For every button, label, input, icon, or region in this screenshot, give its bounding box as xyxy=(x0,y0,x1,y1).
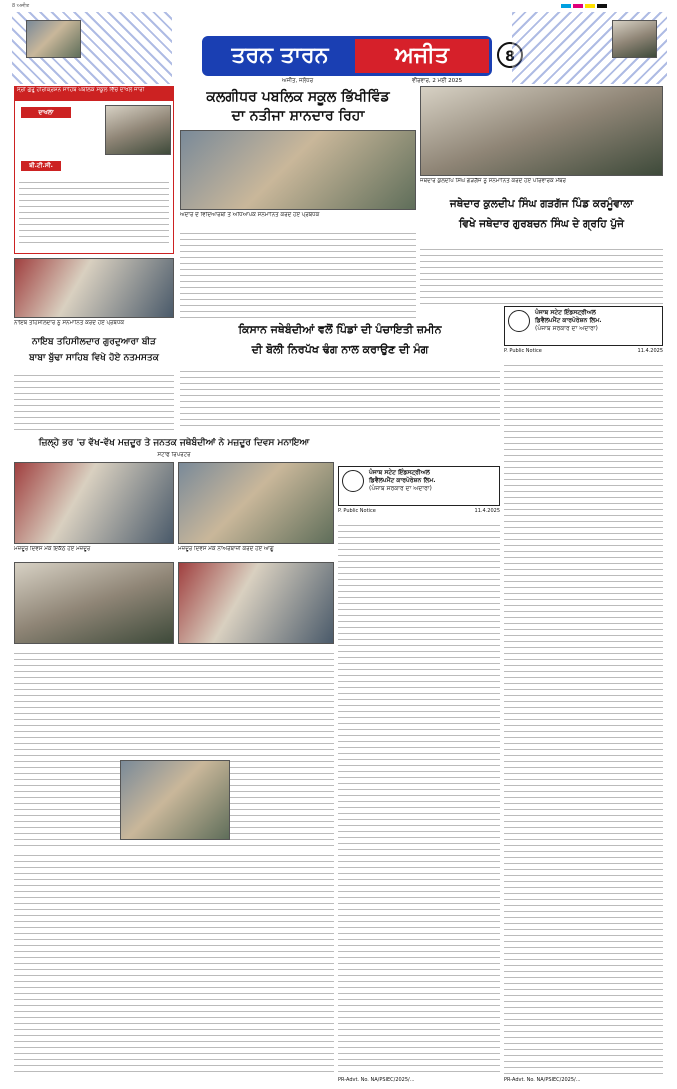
notice-top-org xyxy=(535,309,660,333)
left-ad-title: ਸ੍ਰੀ ਗੁਰੂ ਹਰਿਕ੍ਰਿਸ਼ਨ ਸਾਹਿਬ ਪਬਲਿਕ ਸਕੂਲ ਵਿੱਚ ਦਾਖਲੇ ਜਾਰੀ xyxy=(15,87,173,101)
masthead-photo-right xyxy=(612,20,657,58)
notice-top-date: 11.4.2025 xyxy=(637,348,663,354)
notice-mid-org-line3: (ਪੰਜਾਬ ਸਰਕਾਰ ਦਾ ਅਦਾਰਾ) xyxy=(369,485,432,492)
story3-headline xyxy=(14,334,174,368)
story3-headline-line2: ਬਾਬਾ ਬੁੱਢਾ ਸਾਹਿਬ ਵਿਖੇ ਹੋਏ ਨਤਮਸਤਕ xyxy=(29,353,159,363)
notice-mid-org-line2: ਡਿਵੈਲਪਮੈਂਟ ਕਾਰਪੋਰੇਸ਼ਨ ਲਿਮ. xyxy=(369,477,436,484)
story5-byline: ਸਟਾਫ ਰਿਪੋਰਟਰ xyxy=(157,452,191,458)
left-ad-badge: ਦਾਖਲਾ xyxy=(21,107,71,118)
story5-body-2 xyxy=(14,850,334,1074)
story3-caption: ਨਾਇਬ ਤਹਿਸੀਲਦਾਰ ਨੂੰ ਸਨਮਾਨਿਤ ਕਰਦੇ ਹੋਏ ਪ੍ਰਬੰਧਕ xyxy=(14,320,125,326)
story2-photo xyxy=(420,86,663,176)
footer-right: PR-Advt. No. NA/PSIEC/2025/... xyxy=(504,1077,581,1083)
left-ad-body xyxy=(19,177,169,247)
story4-headline xyxy=(180,320,500,364)
story3-headline-line1: ਨਾਇਬ ਤਹਿਸੀਲਦਾਰ ਗੁਰਦੁਆਰਾ ਬੀੜ xyxy=(31,337,157,347)
story2-headline xyxy=(420,194,663,240)
notice-mid-logo xyxy=(342,470,364,492)
brand-left: ਤਰਨ ਤਾਰਨ xyxy=(205,39,355,73)
notice-mid-ref-row xyxy=(338,508,500,518)
page-number: 8 xyxy=(497,42,523,68)
print-strip-text: 8 ਅਜੀਤ xyxy=(12,3,30,9)
story3-photo xyxy=(14,258,174,318)
left-ad-photo xyxy=(105,105,171,155)
notice-mid-org xyxy=(369,469,497,493)
story1-headline-line2: ਦਾ ਨਤੀਜਾ ਸ਼ਾਨਦਾਰ ਰਿਹਾ xyxy=(231,108,365,124)
story2-headline-line1: ਜਥੇਦਾਰ ਕੁਲਦੀਪ ਸਿੰਘ ਗੜਗੱਜ ਪਿੰਡ ਕਰਮੂੰਵਾਲਾ xyxy=(449,198,634,210)
masthead-sub-left: ਅਜੀਤ, ਜਲੰਧਰ xyxy=(282,78,314,84)
brand-box xyxy=(202,36,492,76)
story5-headline-box xyxy=(14,434,334,452)
story4-body xyxy=(180,366,500,430)
story1-photo xyxy=(180,130,416,210)
left-ad-badge2: ਬੀ.ਟੀ.ਸੀ. xyxy=(21,161,61,171)
story2-headline-line2: ਵਿਖੇ ਜਥੇਦਾਰ ਗੁਰਬਚਨ ਸਿੰਘ ਦੇ ਗ੍ਰਹਿ ਪੁੱਜੇ xyxy=(459,218,624,230)
notice-mid-body xyxy=(338,520,500,1075)
story5-photo4 xyxy=(178,562,334,644)
story4-headline-line2: ਦੀ ਬੋਲੀ ਨਿਰਪੱਖ ਢੰਗ ਨਾਲ ਕਰਾਉਣ ਦੀ ਮੰਗ xyxy=(251,343,429,356)
masthead-date: ਵੀਰਵਾਰ, 2 ਮਈ 2025 xyxy=(412,78,463,84)
story5-caption2: ਮਜ਼ਦੂਰ ਦਿਵਸ ਮੌਕੇ ਨਾਅਰੇਬਾਜ਼ੀ ਕਰਦੇ ਹੋਏ ਆਗੂ xyxy=(178,546,274,552)
notice-top-body xyxy=(504,360,663,1075)
story5-photo1 xyxy=(14,462,174,544)
story1-headline-line1: ਕਲਗੀਧਰ ਪਬਲਿਕ ਸਕੂਲ ਭਿੱਖੀਵਿੰਡ xyxy=(206,89,390,105)
notice-mid-date: 11.4.2025 xyxy=(474,508,500,514)
left-advertisement xyxy=(14,86,174,254)
story3-body xyxy=(14,370,174,430)
notice-top-org-line1: ਪੰਜਾਬ ਸਟੇਟ ਇੰਡਸਟ੍ਰੀਅਲ xyxy=(535,309,596,316)
brand-right: ਅਜੀਤ xyxy=(355,39,489,73)
notice-top xyxy=(504,306,663,346)
story5-headline: ਜ਼ਿਲ੍ਹੇ ਭਰ 'ਚ ਵੱਖ-ਵੱਖ ਮਜ਼ਦੂਰ ਤੇ ਜਨਤਕ ਜਥੇਬੰਦੀਆਂ ਨੇ ਮਜ਼ਦੂਰ ਦਿਵਸ ਮਨਾਇਆ xyxy=(38,438,310,448)
story5-photo5 xyxy=(120,760,230,840)
footer-left: PR-Advt. No. NA/PSIEC/2025/... xyxy=(338,1077,415,1083)
masthead xyxy=(12,12,667,84)
notice-mid xyxy=(338,466,500,506)
notice-top-ref-row xyxy=(504,348,663,358)
story4-headline-line1: ਕਿਸਾਨ ਜਥੇਬੰਦੀਆਂ ਵਲੋਂ ਪਿੰਡਾਂ ਦੀ ਪੰਚਾਇਤੀ ਜ਼ਮੀਨ xyxy=(238,323,442,336)
notice-mid-ref: P. Public Notice xyxy=(338,508,376,514)
color-bars xyxy=(561,4,607,8)
golden-temple-logo xyxy=(26,20,81,58)
notice-top-logo xyxy=(508,310,530,332)
story1-caption: ਅਦਾਰੇ ਦੇ ਵਿਦਿਆਰਥੀ ਤੇ ਅਧਿਆਪਕ ਸਨਮਾਨਿਤ ਕਰਦੇ ਹੋਏ ਪ੍ਰਬੰਧਕ xyxy=(180,212,320,218)
notice-top-org-line2: ਡਿਵੈਲਪਮੈਂਟ ਕਾਰਪੋਰੇਸ਼ਨ ਲਿਮ. xyxy=(535,317,602,324)
story1-headline xyxy=(180,88,416,128)
story5-photo2 xyxy=(178,462,334,544)
notice-top-ref: P. Public Notice xyxy=(504,348,542,354)
story1-body xyxy=(180,228,416,318)
print-strip xyxy=(12,3,667,11)
notice-top-org-line3: (ਪੰਜਾਬ ਸਰਕਾਰ ਦਾ ਅਦਾਰਾ) xyxy=(535,325,598,332)
notice-mid-org-line1: ਪੰਜਾਬ ਸਟੇਟ ਇੰਡਸਟ੍ਰੀਅਲ xyxy=(369,469,430,476)
story5-photo3 xyxy=(14,562,174,644)
story2-caption: ਜਥੇਦਾਰ ਕੁਲਦੀਪ ਸਿੰਘ ਗੜਗੱਜ ਨੂੰ ਸਨਮਾਨਿਤ ਕਰਦੇ ਹੋਏ ਪਰਿਵਾਰਕ ਮੈਂਬਰ xyxy=(420,178,566,184)
story2-body xyxy=(420,244,663,304)
story5-caption1: ਮਜ਼ਦੂਰ ਦਿਵਸ ਮੌਕੇ ਇਕੱਠੇ ਹੋਏ ਮਜ਼ਦੂਰ xyxy=(14,546,91,552)
